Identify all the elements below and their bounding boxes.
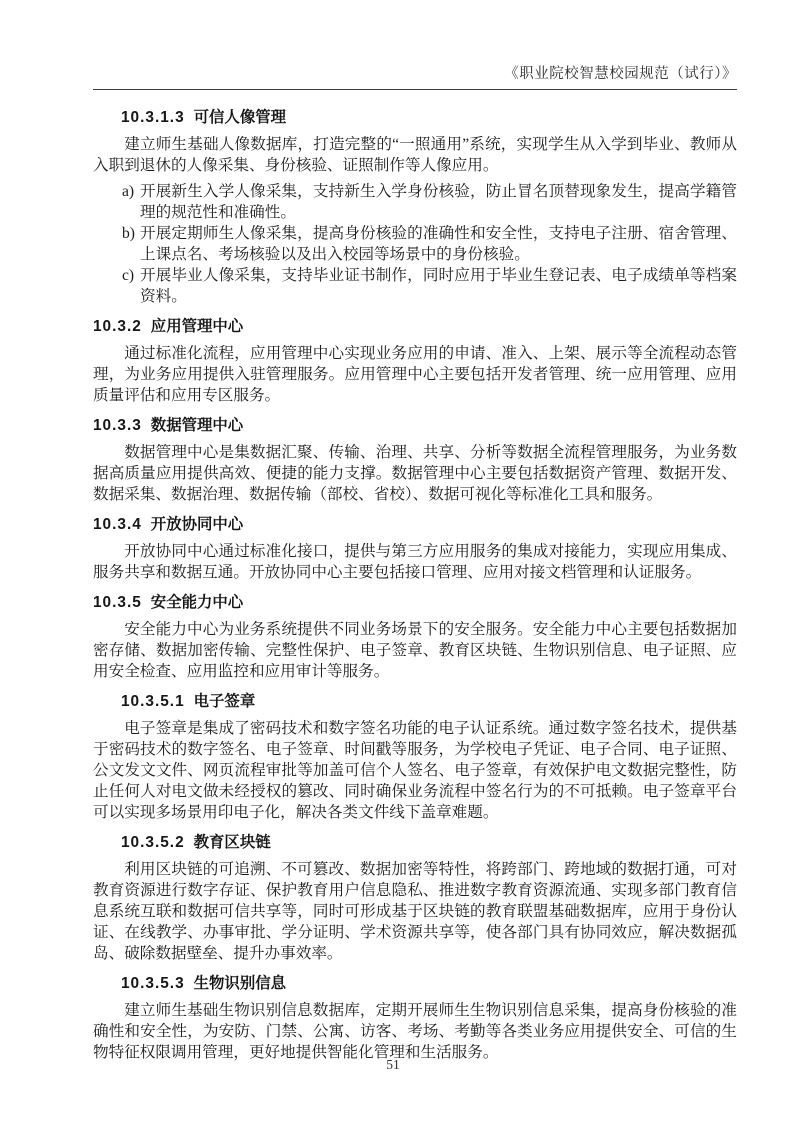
section-title: 电子签章 <box>193 693 256 710</box>
section-number: 10.3.2 <box>93 318 142 335</box>
list-item <box>93 223 737 265</box>
ordered-list <box>93 181 737 307</box>
list-item-label: a) <box>122 183 135 200</box>
page-number-value: 51 <box>386 1057 400 1072</box>
section-title: 教育区块链 <box>193 834 271 851</box>
list-item-text: 开展毕业人像采集，支持毕业证书制作，同时应用于毕业生登记表、电子成绩单等档案资料。 <box>140 267 737 305</box>
paragraph: 数据管理中心是集数据汇聚、传输、治理、共享、分析等数据全流程管理服务，为业务数据高质量应用提供高效、便捷的能力支撑。数据管理中心主要包括数据资产管理、数据开发、数据采集、数据治理、数据传输（部校、省校）、数据可视化等标准化工具和服务。 <box>93 444 737 503</box>
page-header <box>93 0 737 90</box>
list-item-text: 开展定期师生人像采集，提高身份核验的准确性和安全性，支持电子注册、宿舍管理、上课点名、考场核验以及出入校园等场景中的身份核验。 <box>140 225 737 263</box>
paragraph: 电子签章是集成了密码技术和数字签名功能的电子认证系统。通过数字签名技术，提供基于密码技术的数字签名、电子签章、时间戳等服务，为学校电子凭证、电子合同、电子证照、公文发文文件、网页流程审批等加盖可信个人签名、电子签章，有效保护电文数据完整性，防止任何人对电文做未经授权的篡改、同时确保业务流程中签名行为的不可抵赖。电子签章平台可以实现多场景用印电子化，解决各类文件线下盖章难题。 <box>93 720 737 821</box>
list-item-text: 开展新生入学人像采集，支持新生入学身份核验，防止冒名顶替现象发生，提高学籍管理的规范性和准确性。 <box>140 183 737 221</box>
list-item-label: c) <box>122 267 135 284</box>
section-number: 10.3.1.3 <box>121 109 185 126</box>
paragraph: 通过标准化流程，应用管理中心实现业务应用的申请、准入、上架、展示等全流程动态管理，为业务应用提供入驻管理服务。应用管理中心主要包括开发者管理、统一应用管理、应用质量评估和应用专区服务。 <box>93 345 737 404</box>
section-number: 10.3.4 <box>93 516 142 533</box>
section-title: 开放协同中心 <box>150 516 244 533</box>
section-number: 10.3.5.3 <box>121 975 185 992</box>
section-heading <box>93 514 737 535</box>
section-heading <box>93 691 737 712</box>
paragraph: 利用区块链的可追溯、不可篡改、数据加密等特性，将跨部门、跨地域的数据打通，可对教育资源进行数字存证、保护教育用户信息隐私、推进数字教育资源流通、实现多部门教育信息系统互联和数据可信共享等，同时可形成基于区块链的教育联盟基础数据库，应用于身份认证、在线教学、办事审批、学分证明、学术资源共享等，使各部门具有协同效应，解决数据孤岛、破除数据壁垒、提升办事效率。 <box>93 861 737 962</box>
section-heading <box>93 415 737 436</box>
list-item-label: b) <box>122 225 135 242</box>
section-heading <box>93 107 737 128</box>
section-title: 生物识别信息 <box>193 975 286 992</box>
paragraph: 开放协同中心通过标准化接口，提供与第三方应用服务的集成对接能力，实现应用集成、服务共享和数据互通。开放协同中心主要包括接口管理、应用对接文档管理和认证服务。 <box>93 543 737 581</box>
section-heading <box>93 316 737 337</box>
header-title: 《职业院校智慧校园规范（试行）》 <box>504 66 737 82</box>
paragraph: 安全能力中心为业务系统提供不同业务场景下的安全服务。安全能力中心主要包括数据加密存储、数据加密传输、完整性保护、电子签章、教育区块链、生物识别信息、电子证照、应用安全检查、应用监控和应用审计等服务。 <box>93 621 737 680</box>
section-heading <box>93 832 737 853</box>
section-number: 10.3.5.1 <box>121 693 185 710</box>
section-heading <box>93 973 737 994</box>
paragraph: 建立师生基础生物识别信息数据库，定期开展师生生物识别信息采集，提高身份核验的准确性和安全性，为安防、门禁、公寓、访客、考场、考勤等各类业务应用提供安全、可信的生物特征权限调用管理，更好地提供智能化管理和生活服务。 <box>93 1002 737 1061</box>
document-body <box>93 90 737 1063</box>
section-title: 数据管理中心 <box>150 417 244 434</box>
section-number: 10.3.5 <box>93 594 142 611</box>
section-title: 安全能力中心 <box>150 594 244 611</box>
section-heading <box>93 592 737 613</box>
section-title: 可信人像管理 <box>193 109 286 126</box>
list-item <box>93 265 737 307</box>
list-item <box>93 181 737 223</box>
section-number: 10.3.3 <box>93 417 142 434</box>
section-title: 应用管理中心 <box>150 318 244 335</box>
section-number: 10.3.5.2 <box>121 834 185 851</box>
paragraph: 建立师生基础人像数据库，打造完整的“一照通用”系统，实现学生从入学到毕业、教师从入职到退休的人像采集、身份核验、证照制作等人像应用。 <box>93 136 737 174</box>
page-number <box>0 1057 786 1073</box>
